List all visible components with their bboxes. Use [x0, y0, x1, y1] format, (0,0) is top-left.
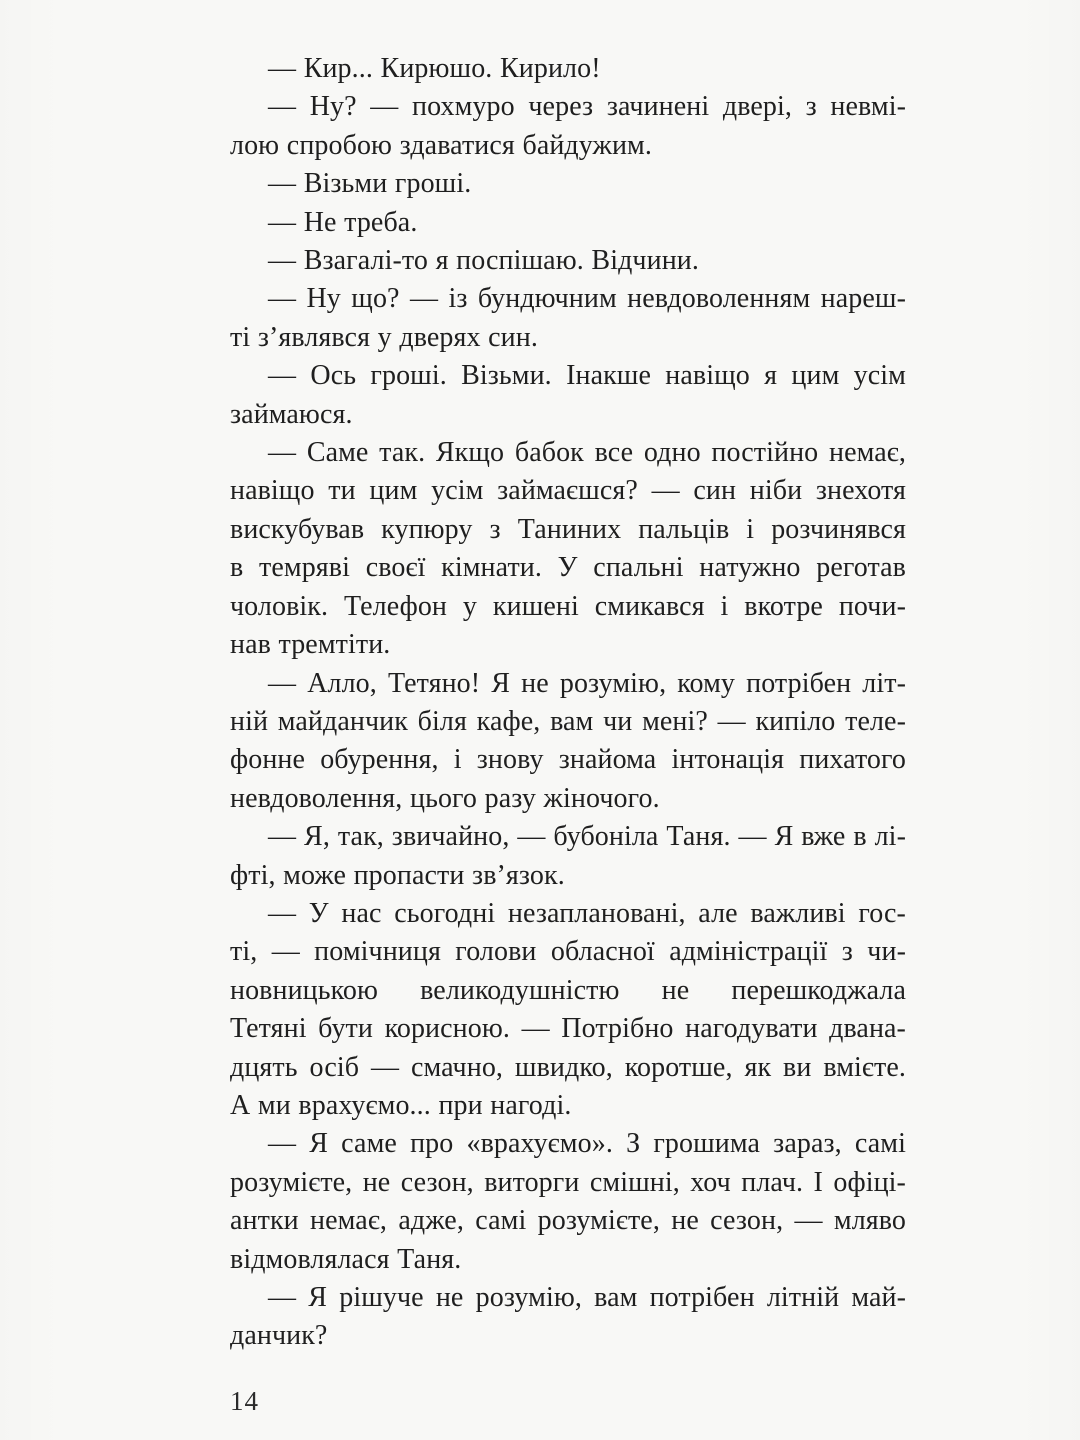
text-line: — Ну? — похмуро через зачинені двері, з невмі-	[268, 91, 906, 123]
text-line: відмовлялася Таня.	[230, 1243, 462, 1275]
text-line: А ми врахуємо... при нагоді.	[230, 1089, 572, 1121]
page-footer	[230, 1386, 259, 1417]
paragraph	[230, 895, 906, 1125]
paragraph	[230, 242, 906, 280]
text-line: — Я, так, звичайно, — бубоніла Таня. — Я вже в лі-	[268, 821, 906, 853]
paragraph	[230, 88, 906, 165]
text-line: — Саме так. Якщо бабок все одно постійно немає,	[268, 437, 906, 469]
text-line: — Ось гроші. Візьми. Інакше навіщо я цим усім	[268, 360, 906, 392]
text-line: дцять осіб — смачно, швидко, коротше, як ви вмієте.	[230, 1051, 906, 1083]
page-number: 14	[230, 1386, 259, 1416]
text-line: ті, — помічниця голови обласної адміністрації з чи-	[230, 936, 906, 968]
paragraph	[230, 204, 906, 242]
paragraph	[230, 434, 906, 664]
text-line: — Я рішуче не розумію, вам потрібен літній май-	[268, 1282, 906, 1313]
text-line: — Алло, Тетяно! Я не розумію, кому потрібен літ-	[268, 667, 906, 699]
paragraph	[230, 50, 906, 88]
text-line: — Візьми гроші.	[268, 168, 472, 200]
text-line: лою спробою здаватися байдужим.	[230, 129, 652, 161]
text-line: — У нас сьогодні незаплановані, але важливі гос-	[268, 897, 906, 929]
paragraph	[230, 818, 906, 895]
text-line: нав тремтіти.	[230, 629, 391, 661]
text-line: — Ну що? — із бундючним невдоволенням нареш-	[268, 283, 906, 315]
text-line: — Не треба.	[268, 206, 418, 238]
text-line: вискубував купюру з Таниних пальців і розчинявся	[230, 513, 906, 545]
text-line: — Кир... Кирюшо. Кирило!	[268, 53, 601, 84]
text-line: антки немає, адже, самі розумієте, не сезон, — мляво	[230, 1205, 906, 1237]
text-line: в темряві своєї кімнати. У спальні натужно реготав	[230, 552, 906, 584]
text-line: фті, може пропасти зв’язок.	[230, 859, 565, 891]
paragraph	[230, 357, 906, 434]
page-text	[230, 50, 906, 1356]
text-line: невдоволення, цього разу жіночого.	[230, 782, 660, 814]
text-line: — Я саме про «врахуємо». З грошима зараз, самі	[268, 1128, 906, 1160]
text-line: займаюся.	[230, 398, 353, 430]
text-line: навіщо ти цим усім займаєшся? — син ніби знехотя	[230, 475, 906, 507]
text-line: ній майданчик біля кафе, вам чи мені? — кипіло теле-	[230, 705, 906, 737]
paragraph	[230, 665, 906, 819]
text-line: новницькою великодушністю не перешкоджала	[230, 974, 906, 1006]
text-line: ті з’являвся у дверях син.	[230, 321, 538, 353]
text-line: фонне обурення, і знову знайома інтонація пихатого	[230, 744, 906, 776]
text-line: Тетяні бути корисною. — Потрібно нагодувати двана-	[230, 1013, 906, 1045]
paragraph	[230, 1279, 906, 1356]
text-line: розумієте, не сезон, виторги смішні, хоч плач. І офіці-	[230, 1166, 906, 1198]
text-line: — Взагалі-то я поспішаю. Відчини.	[268, 245, 699, 277]
paragraph	[230, 280, 906, 357]
text-line: чоловік. Телефон у кишені смикався і вкотре почи-	[230, 590, 906, 622]
paragraph	[230, 1125, 906, 1279]
paragraph	[230, 165, 906, 203]
text-line: данчик?	[230, 1320, 328, 1352]
